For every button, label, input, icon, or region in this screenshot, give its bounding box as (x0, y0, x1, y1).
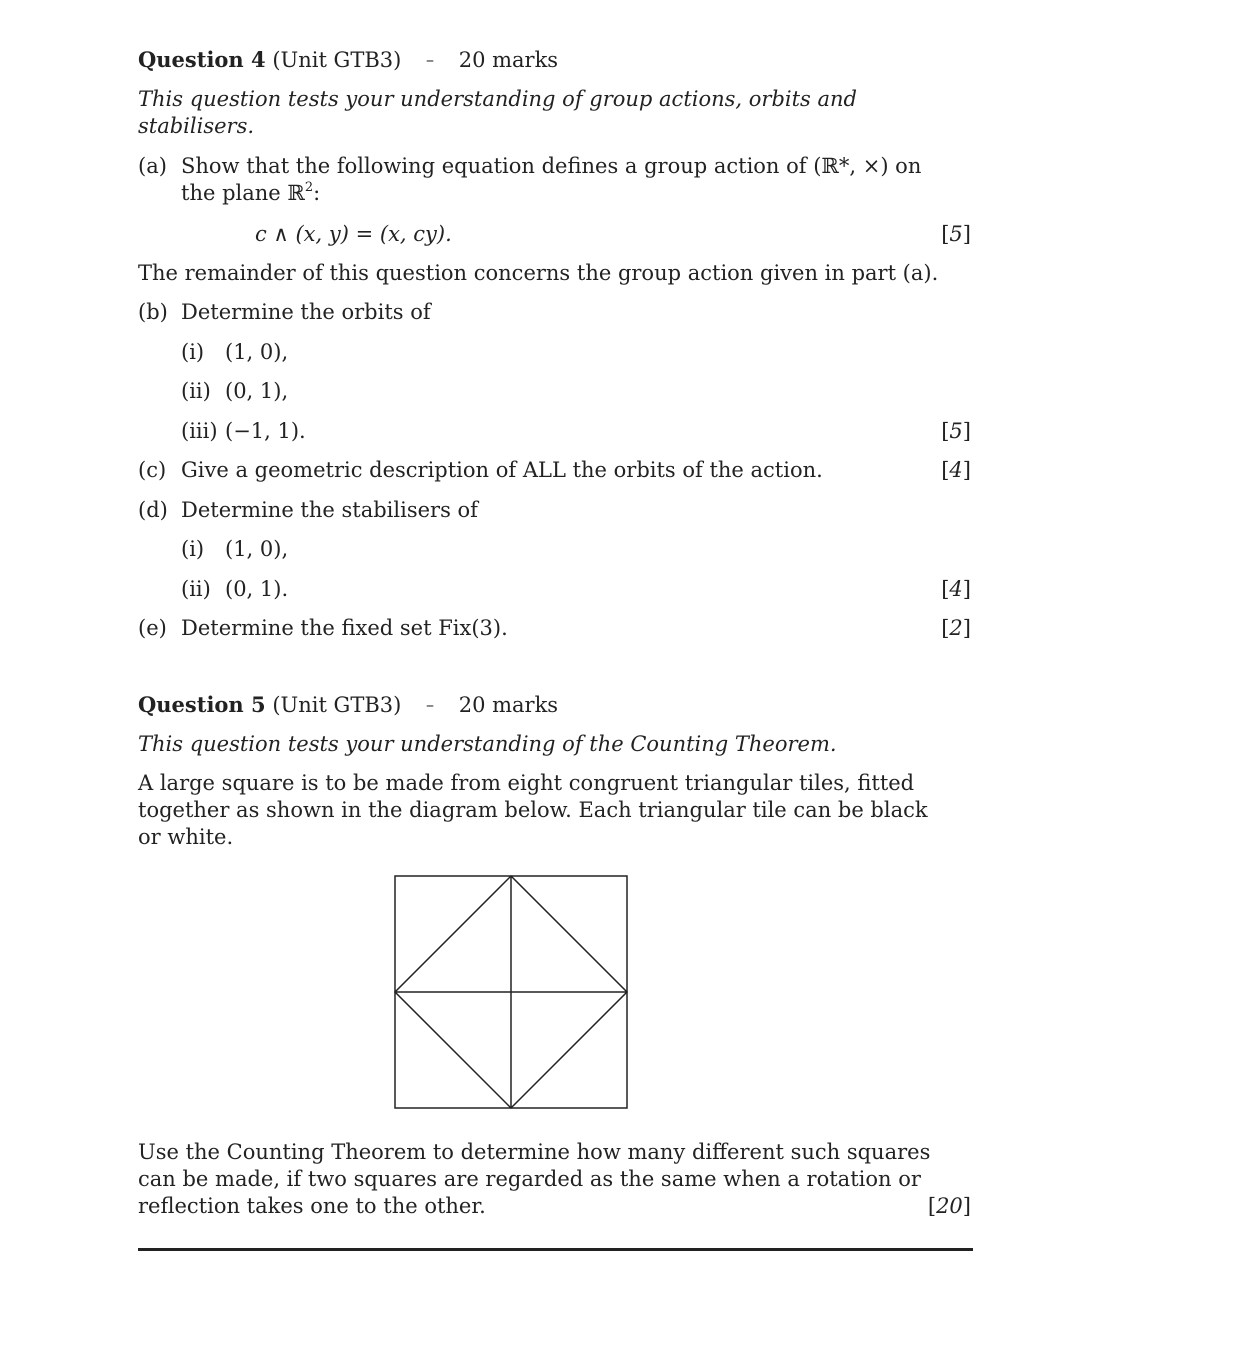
q4-b-text: Determine the orbits of (181, 300, 431, 324)
q4-intro-line1: This question tests your understanding of group actions, orbits and (138, 87, 857, 111)
q4-a-line2-sup: 2 (304, 180, 314, 195)
q4-e-marks: [2] (941, 616, 971, 640)
q4-b-label: (b) (138, 300, 168, 324)
q5-para1-line1: A large square is to be made from eight congruent triangular tiles, fitted (138, 771, 915, 795)
q4-a-equation: c ∧ (x, y) = (x, cy). (255, 222, 452, 246)
q4-sep: – (426, 50, 435, 69)
q5-para1-line2: together as shown in the diagram below. Each triangular tile can be black (138, 798, 928, 822)
q5-marks: [20] (927, 1194, 971, 1218)
q4-a-line2-suffix: : (313, 181, 321, 205)
q4-title: Question 4 (138, 47, 266, 72)
q4-b-i-label: (i) (181, 340, 205, 364)
q5-heading (138, 691, 558, 719)
q4-c-marks: [4] (941, 458, 971, 482)
q4-marks-total: 20 marks (458, 48, 559, 72)
q5-para2-line2: can be made, if two squares are regarded as the same when a rotation or (138, 1167, 921, 1191)
q4-d-marks: [4] (941, 577, 971, 601)
q4-d-ii-label: (ii) (181, 577, 211, 601)
q4-remainder: The remainder of this question concerns the group action given in part (a). (138, 261, 939, 285)
q4-a-label: (a) (138, 154, 167, 178)
q4-unit: (Unit GTB3) (272, 48, 402, 72)
q4-d-i-label: (i) (181, 537, 205, 561)
q4-e-text: Determine the fixed set Fix(3). (181, 616, 508, 640)
q5-title: Question 5 (138, 692, 266, 717)
q4-b-iii: (−1, 1). (225, 419, 306, 443)
q5-sep: – (426, 695, 435, 714)
q4-c-label: (c) (138, 458, 167, 482)
q4-a-line2 (181, 180, 320, 207)
q5-unit: (Unit GTB3) (272, 693, 402, 717)
q4-b-ii: (0, 1), (225, 379, 289, 403)
q4-e-label: (e) (138, 616, 167, 640)
tiling-diagram (393, 874, 629, 1110)
q4-d-label: (d) (138, 498, 168, 522)
q4-a-line1: Show that the following equation defines a group action of (ℝ*, ×) on (181, 154, 922, 178)
q4-d-ii: (0, 1). (225, 577, 289, 601)
q4-b-iii-label: (iii) (181, 419, 218, 443)
q5-para1-line3: or white. (138, 825, 234, 849)
q4-intro-line2: stabilisers. (138, 114, 255, 138)
q4-heading (138, 46, 558, 74)
end-rule (138, 1248, 973, 1251)
q4-d-i: (1, 0), (225, 537, 289, 561)
q5-para2-line1: Use the Counting Theorem to determine how many different such squares (138, 1140, 931, 1164)
q4-a-marks: [5] (941, 222, 971, 246)
q4-b-i: (1, 0), (225, 340, 289, 364)
q5-intro: This question tests your understanding of the Counting Theorem. (138, 732, 837, 756)
q4-b-ii-label: (ii) (181, 379, 211, 403)
q4-b-marks: [5] (941, 419, 971, 443)
q5-para2-line3: reflection takes one to the other. (138, 1194, 486, 1218)
q4-d-text: Determine the stabilisers of (181, 498, 478, 522)
q4-c-text: Give a geometric description of ALL the orbits of the action. (181, 458, 823, 482)
q5-marks-total: 20 marks (458, 693, 559, 717)
q4-a-line2-prefix: the plane ℝ (181, 181, 305, 205)
